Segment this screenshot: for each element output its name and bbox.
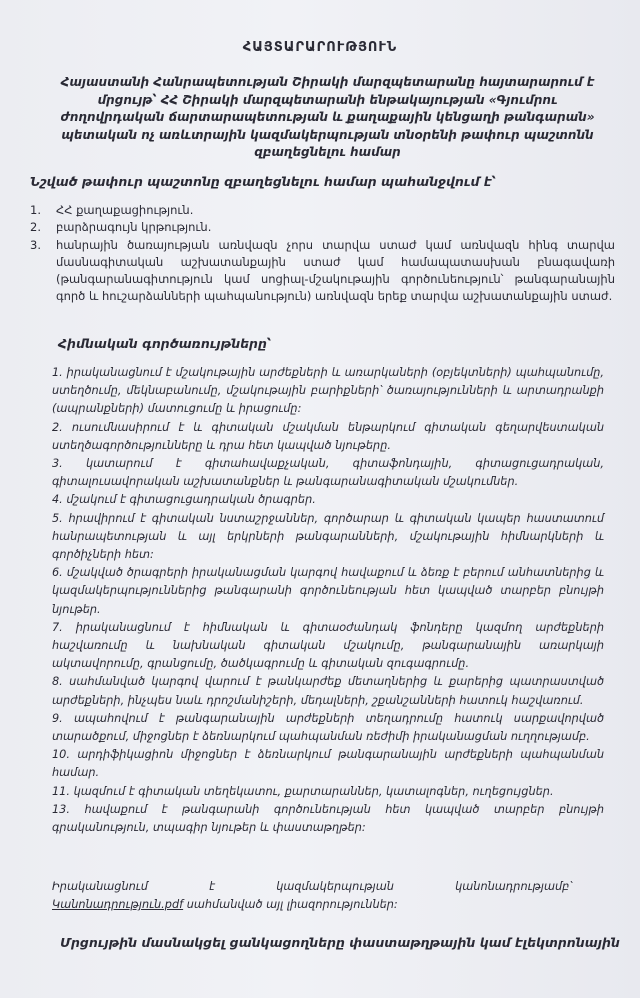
function-item (52, 619, 604, 674)
note-line (52, 878, 572, 896)
footer-heading: Մրցույթին մասնակցել ցանկացողները փաստաթղթային կամ էլեկտրոնային (60, 935, 620, 950)
function-number: 3. (52, 457, 63, 471)
function-number: 7. (52, 620, 63, 634)
function-text: ապահովում է թանգարանային արժեքների տեղադրումը հատուկ սարքավորված տարածքում, միջոցներ է ձեռնարկում պահպանման ռեժիմի իրականացման ուղղությամբ. (52, 711, 604, 744)
function-number: 4. (52, 493, 63, 507)
additional-powers-note (52, 878, 612, 914)
functions-heading: Հիմնական գործառույթները՝ (58, 336, 272, 351)
function-text: հավաքում է թանգարանի գործունեության հետ կապված տարբեր բնույթի գրականություն, տպագիր նյութեր և փաստաթղթեր: (52, 802, 605, 835)
function-number: 10. (52, 748, 70, 762)
requirement-number: 2. (30, 220, 41, 235)
function-item (52, 801, 604, 837)
function-text: իրականացնում է հիմնական և գիտաօժանդակ ֆոնդերը կազմող արժեքների հաշվառումը և նախնական գիտական մշակումը, թանգարանային առարկայի ակտավորումը, գրանցումը, ծածկագրումը և գիտական զուգագրումը. (52, 620, 605, 671)
function-number: 1. (52, 366, 63, 379)
announcement-paragraph: Հայաստանի Հանրապետության Շիրակի մարզպետարանը հայտարարում է մրցույթ՝ ՀՀ Շիրակի մարզպետարանի ենթակայության «Գյումրու ժողովրդական ճարտարապետության և քաղաքային կենցաղի թանգարան» պետական ոչ առևտրային կազմակերպության տնօրենի թափուր պաշտոնն զբաղեցնելու համար (60, 75, 595, 159)
function-item (52, 673, 604, 709)
function-text: արդիֆիկացիոն միջոցներ է ձեռնարկում թանգարանային արժեքների պահպանման համար. (52, 748, 604, 780)
requirement-item (30, 219, 615, 236)
function-number: 11. (52, 784, 70, 798)
charter-pdf-link[interactable]: Կանոնադրություն.pdf (52, 898, 184, 911)
note-line (52, 896, 612, 914)
function-text: կատարում է գիտահավաքչական, գիտաֆոնդային, գիտացուցադրական, գիտալուսավորական աշխատանքներ և թանգարանագիտական մշակումներ. (52, 457, 605, 489)
function-item (52, 419, 604, 455)
requirement-text: ՀՀ քաղաքացիություն. (56, 203, 194, 217)
function-number: 5. (52, 511, 63, 525)
function-number: 6. (52, 566, 63, 580)
function-item (52, 491, 604, 509)
function-number: 13. (52, 802, 70, 816)
function-item (52, 783, 604, 801)
note-rest: սահմանված այլ լիազորություններ: (186, 898, 398, 911)
note-word: է (209, 880, 215, 893)
function-item (52, 364, 604, 419)
function-number: 8. (52, 675, 63, 689)
function-text: մշակված ծրագրերի իրականացման կարգով հավաքում և ձեռք է բերում անհատներից և կազմակերպություններից թանգարանի գործունեության հետ կապված տարբեր բնույթի նյութեր. (52, 566, 604, 616)
document-title: ՀԱՅՏԱՐԱՐՈՒԹՅՈՒՆ (242, 40, 398, 55)
requirement-number: 3. (30, 237, 41, 252)
function-number: 2. (52, 420, 63, 434)
requirements-list (30, 202, 615, 306)
requirement-item (30, 237, 615, 306)
requirements-heading: Նշված թափուր պաշտոնը զբաղեցնելու համար պահանջվում է՝ (30, 174, 496, 189)
requirement-number: 1. (30, 203, 41, 217)
requirement-text: բարձրագույն կրթություն. (56, 220, 212, 235)
function-item (52, 746, 604, 782)
function-text: սահմանված կարգով վարում է թանկարժեք մետաղներից և քարերից պատրաստված արժեքների, ինչպես նաև դրոշմանիշերի, մեդալների, շքանշանների հատուկ հաշվառում. (52, 675, 604, 707)
note-word: Իրականացնում (52, 880, 148, 893)
function-item (52, 564, 604, 619)
function-text: իրականացնում է մշակութային արժեքների և առարկաների (օբյեկտների) պահպանումը, ստեղծումը, մեկնաբանումը, մշակութային բարիքների՝ ծառայությունների և արտադրանքի (ապրանքների) մատուցումը և իրացումը: (52, 366, 605, 416)
function-text: ուսումնասիրում է և գիտական մշակման ենթարկում գիտական գեղարվեստական ստեղծագործությունները և դրա հետ կապված նյութերը. (52, 420, 604, 452)
function-text: մշակում է գիտացուցադրական ծրագրեր. (66, 493, 316, 507)
functions-list (52, 364, 604, 837)
function-text: հրավիրում է գիտական նստաշրջաններ, գործարար և գիտական կապեր հաստատում հանրապետության և այլ երկրների թանգարանների, մշակութային հիմնարկների և գործիչների հետ: (52, 511, 604, 562)
function-text: կազմում է գիտական տեղեկատու, քարտարաններ, կատալոգներ, ուղեցույցներ. (73, 784, 554, 798)
function-item (52, 510, 604, 565)
note-word: կազմակերպության (276, 880, 394, 893)
function-item (52, 710, 604, 746)
function-item (52, 455, 604, 491)
requirement-text: հանրային ծառայության առնվազն չորս տարվա ստաժ կամ առնվազն հինգ տարվա մասնագիտական աշխատանքային ստաժ կամ համապատասխան բնագավառի (թանգարանագիտություն կամ սոցիալ-մշակութային գործունեություն՝ թանգարանային գործ և հուշարձանների պահպանություն) առնվազն երեք տարվա աշխատանքային ստաժ. (56, 237, 615, 304)
function-number: 9. (52, 711, 63, 725)
requirement-item (30, 202, 615, 219)
note-word: կանոնադրությամբ՝ (455, 880, 572, 893)
